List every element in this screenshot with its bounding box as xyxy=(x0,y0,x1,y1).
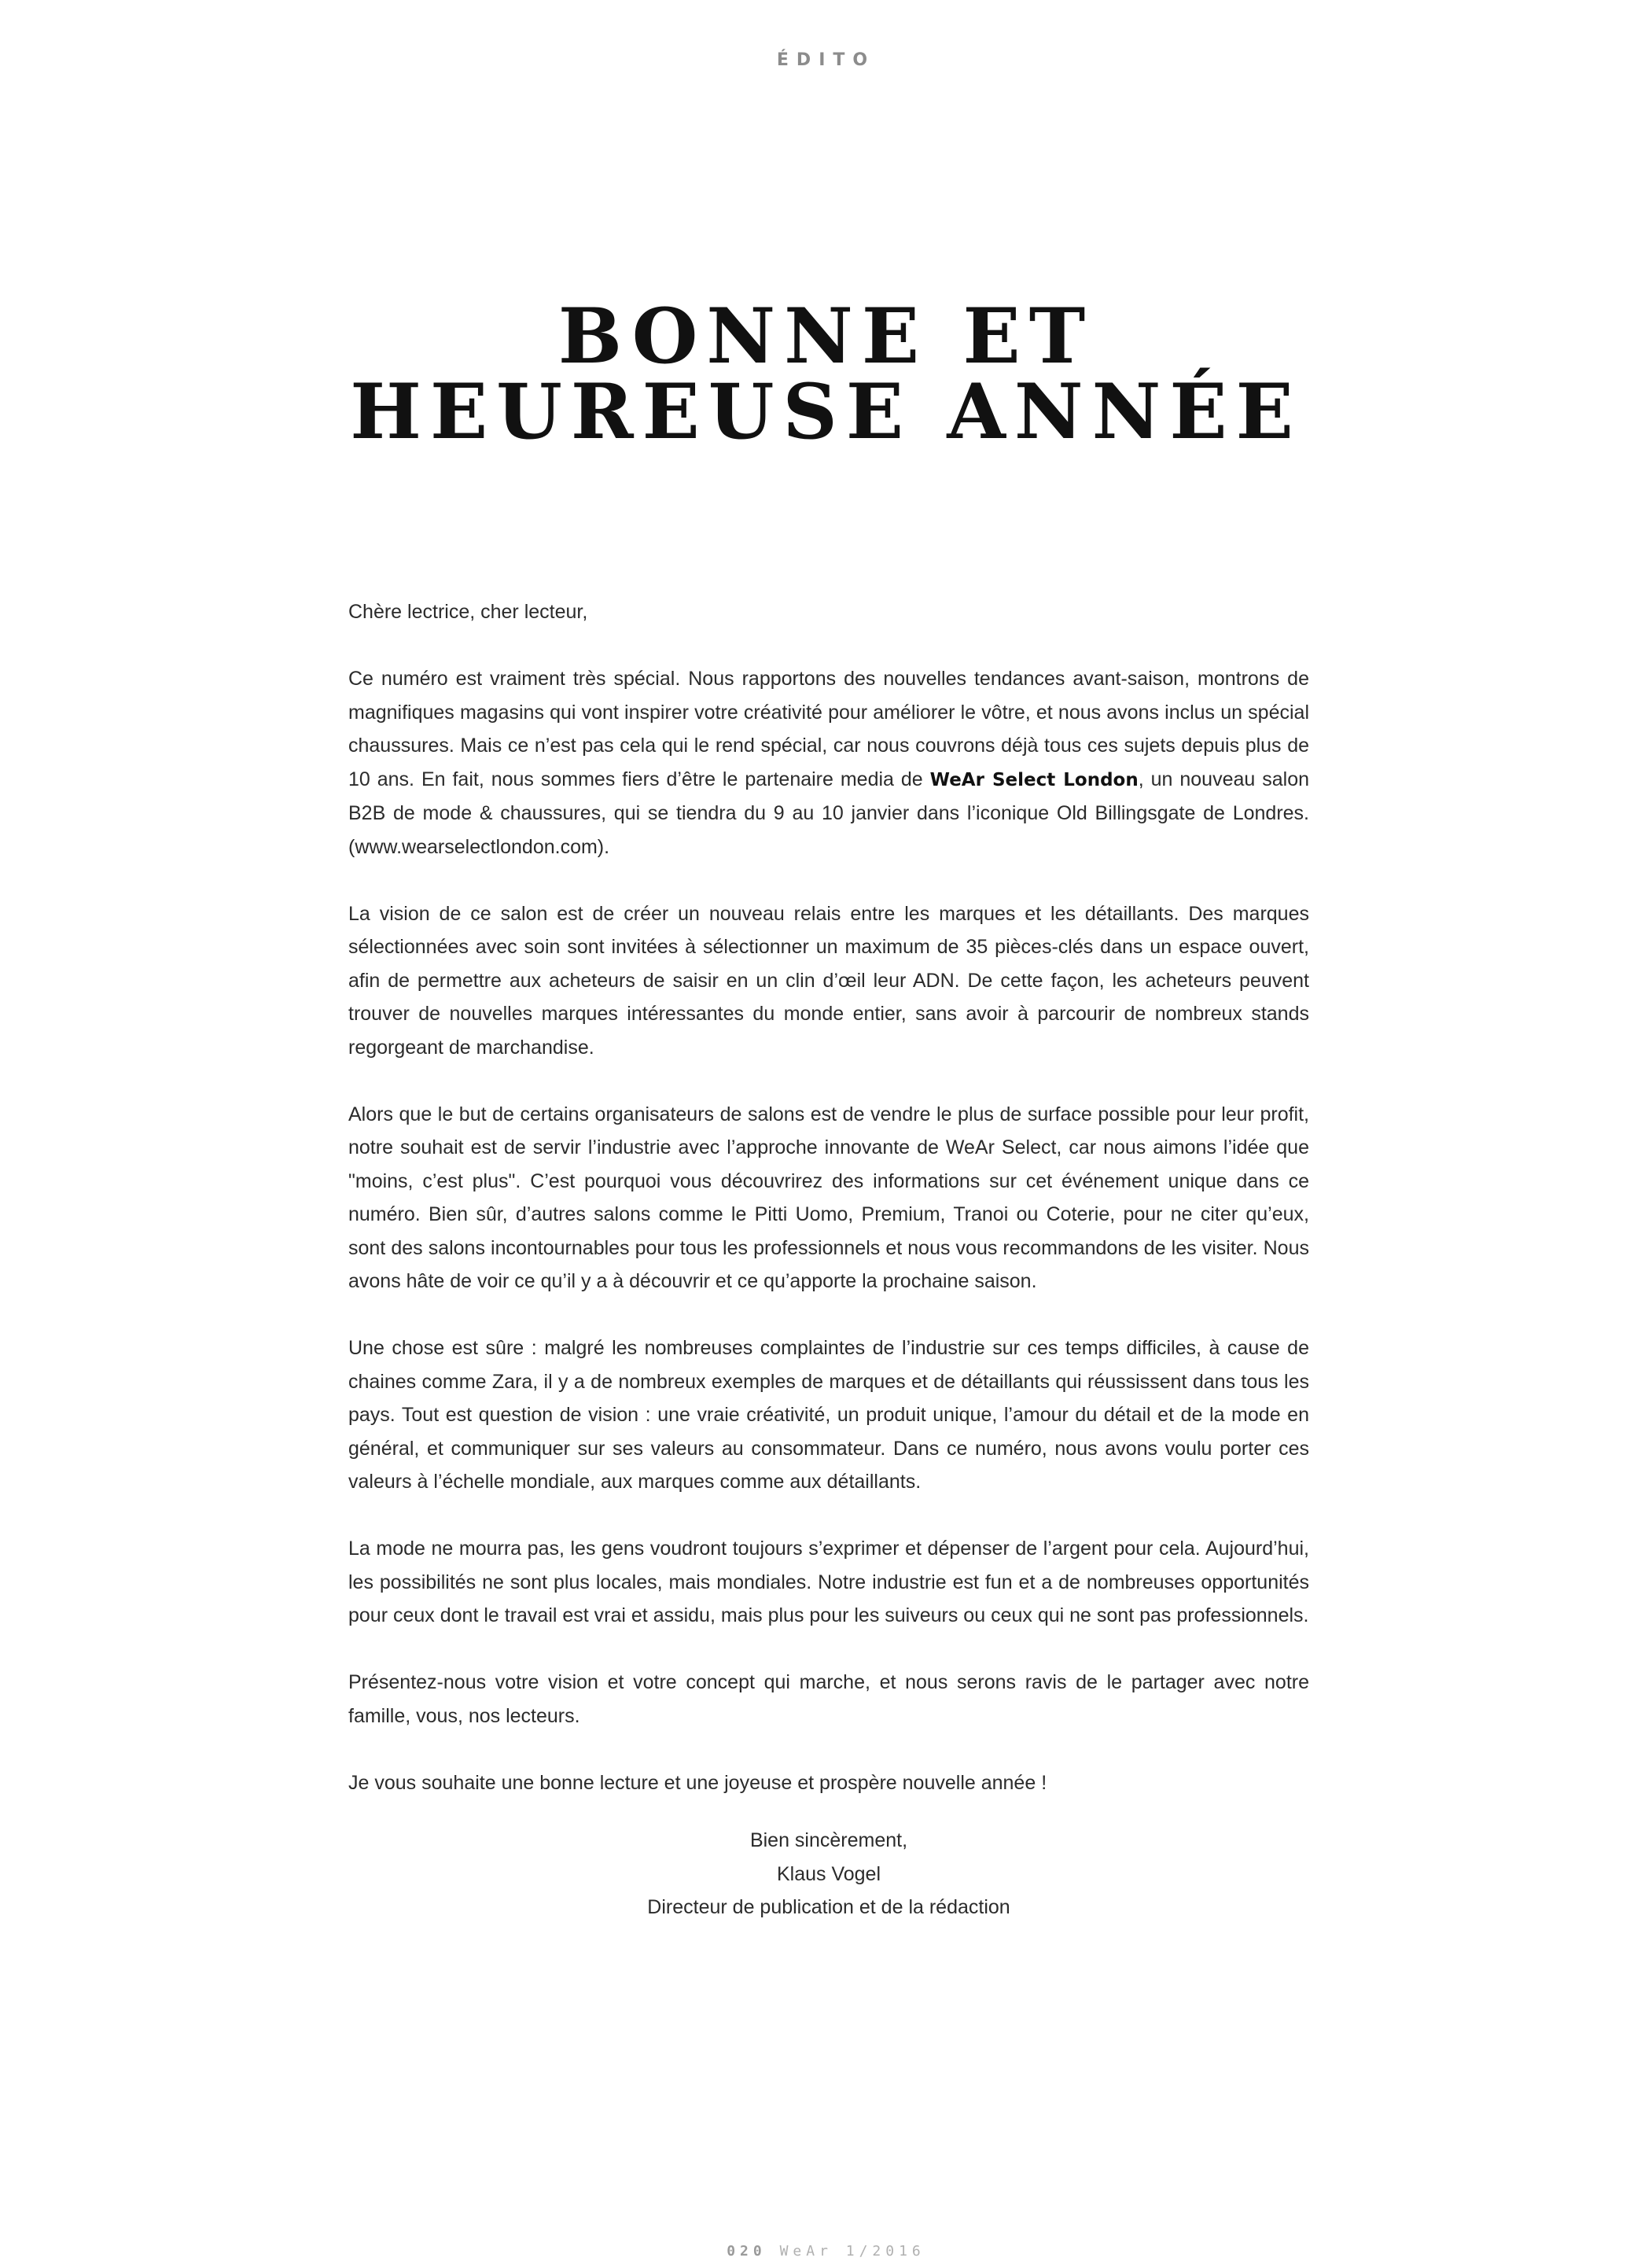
editorial-body xyxy=(348,595,1309,1833)
publication-issue: WeAr 1/2016 xyxy=(779,2243,925,2259)
headline-line-2: HEUREUSE ANNÉE xyxy=(350,367,1302,456)
paragraph-3: Alors que le but de certains organisateurs de salons est de vendre le plus de surface possible pour leur profit, notre souhait est de servir l’industrie avec l’approche innovante de WeAr Select, car nous aimons l’idée que "moins, c’est plus". C’est pourquoi vous découvrirez des informations sur cet événement unique dans ce numéro. Bien sûr, d’autres salons comme le Pitti Uomo, Premium, Tranoi ou Coterie, pour ne citer qu’eux, sont des salons incontournables pour tous les professionnels et nous vous recommandons de les visiter. Nous avons hâte de voir ce qu’il y a à découvrir et ce qu’apporte la prochaine saison. xyxy=(348,1103,1309,1292)
signature-name: Klaus Vogel xyxy=(776,1862,881,1885)
paragraph-6: Présentez-nous votre vision et votre concept qui marche, et nous serons ravis de le partager avec notre famille, vous, nos lecteurs. xyxy=(348,1671,1309,1727)
paragraph-5: La mode ne mourra pas, les gens voudront toujours s’exprimer et dépenser de l’argent pour cela. Aujourd’hui, les possibilités ne sont plus locales, mais mondiales. Notre industrie est fun et a de nombreuses opportunités pour ceux dont le travail est vrai et assidu, mais plus pour les suiveurs ou ceux qui ne sont pas professionnels. xyxy=(348,1538,1309,1626)
paragraph-1-end: , un nouveau salon B2B de mode & chaussures, qui se tiendra du 9 au 10 janvier dans l’iconique Old Billingsgate de Londres. (www.wearselectlondon.com). xyxy=(348,768,1309,858)
headline-line-1: BONNE ET xyxy=(557,292,1095,381)
signature-title: Directeur de publication et de la rédaction xyxy=(647,1896,1010,1918)
paragraph-7: Je vous souhaite une bonne lecture et une joyeuse et prospère nouvelle année ! xyxy=(348,1771,1047,1794)
page-footer xyxy=(0,2243,1652,2259)
signature-block xyxy=(348,1824,1309,1924)
greeting: Chère lectrice, cher lecteur, xyxy=(348,601,588,623)
paragraph-1 xyxy=(348,662,1309,864)
paragraph-2: La vision de ce salon est de créer un nouveau relais entre les marques et les détaillants. Des marques sélectionnées avec soin sont invitées à sélectionner un maximum de 35 pièces-clés dans un espace ouvert, afin de permettre aux acheteurs de saisir en un clin d’œil leur ADN. De cette façon, les acheteurs peuvent trouver de nouvelles marques intéressantes du monde entier, sans avoir à parcourir de nombreux stands regorgeant de marchandise. xyxy=(348,902,1309,1059)
headline xyxy=(0,292,1652,456)
signature-closing: Bien sincèrement, xyxy=(749,1829,908,1851)
page-number: 020 xyxy=(727,2243,767,2259)
paragraph-4: Une chose est sûre : malgré les nombreuses complaintes de l’industrie sur ces temps difficiles, à cause de chaines comme Zara, il y a de nombreux exemples de marques et de détaillants qui réussissent dans tous les pays. Tout est question de vision : une vraie créativité, un produit unique, l’amour du détail et de la mode en général, et communiquer sur ses valeurs au consommateur. Dans ce numéro, nous avons voulu porter ces valeurs à l’échelle mondiale, aux marques comme aux détaillants. xyxy=(348,1337,1309,1493)
brand-name: WeAr Select London xyxy=(929,769,1139,790)
paragraph-1-start: Ce numéro est vraiment très spécial. Nous rapportons des nouvelles tendances avant-saison, montrons de magnifiques magasins qui vont inspirer votre créativité pour améliorer le vôtre, et nous avons inclus un spécial chaussures. Mais ce n’est pas cela qui le rend spécial, car nous couvrons déjà tous ces sujets depuis plus de 10 ans. En fait, nous sommes fiers d’être le partenaire media de xyxy=(348,668,1309,790)
section-label: ÉDITO xyxy=(776,50,876,70)
